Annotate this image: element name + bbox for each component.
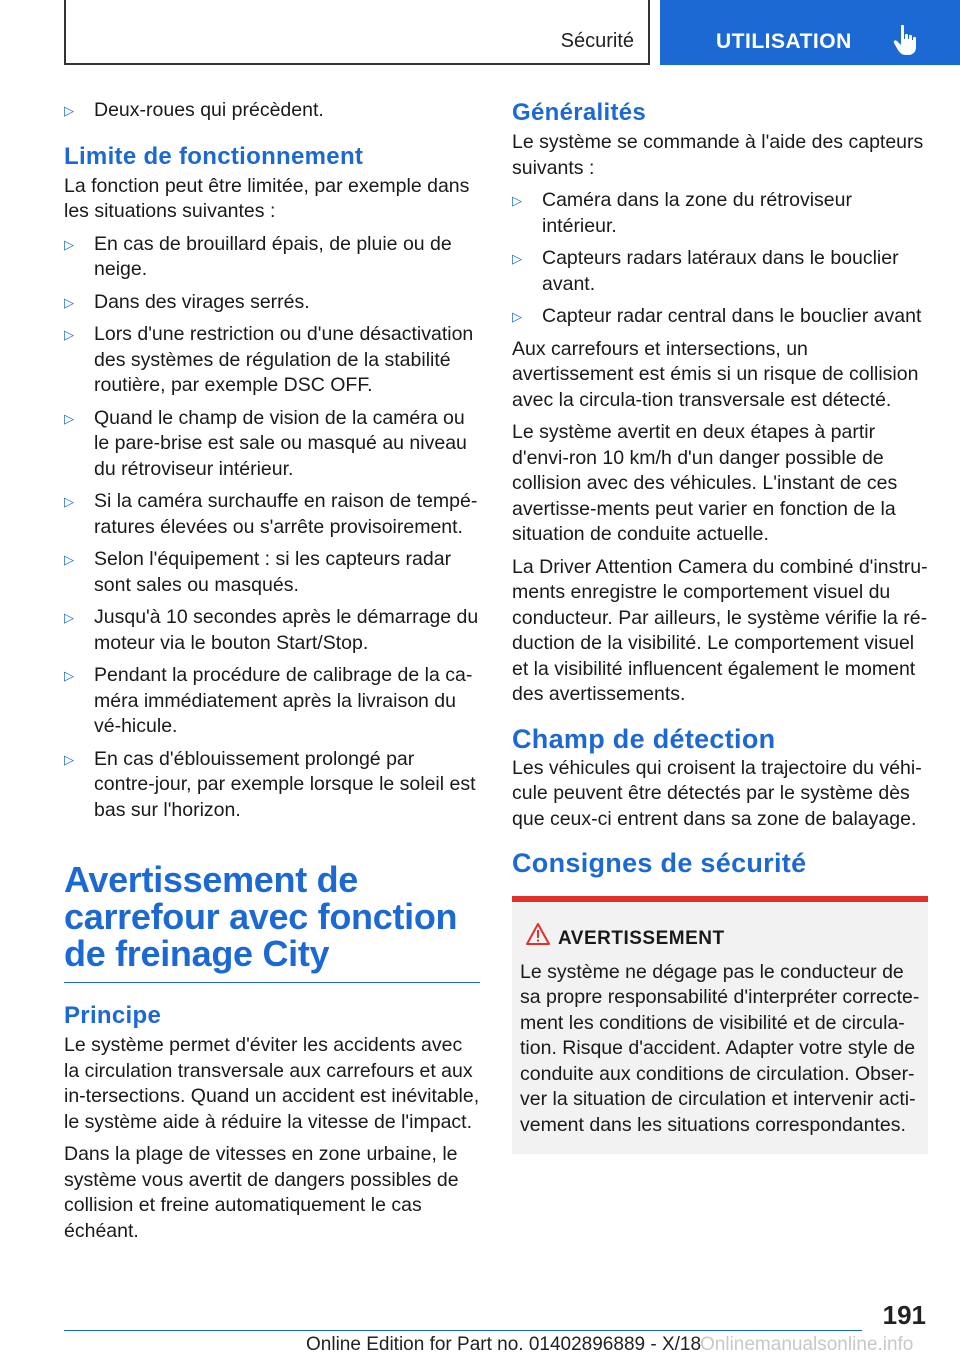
triangle-bullet-icon: ▷ <box>64 751 74 767</box>
hand-pointer-icon <box>892 24 922 56</box>
list-item: ▷ Caméra dans la zone du rétroviseur intérieur. <box>512 189 852 237</box>
warning-triangle-icon <box>526 923 550 945</box>
generalites-paragraph-2: Le système avertit en deux étapes à partir d'envi-ron 10 km/h d'un danger possible de collision avec des véhicules. L'instant de ces avertisse-ments peut varier en fonction de la situation de conduite actuelle. <box>512 421 898 545</box>
principe-heading: Principe <box>64 1002 162 1029</box>
left-column <box>64 98 480 1251</box>
generalites-heading: Généralités <box>512 99 647 126</box>
champ-paragraph: Les véhicules qui croisent la trajectoire du véhi-cule peuvent être détectés par le système dès que ceux-ci entrent dans sa zone de balayage. <box>512 756 922 830</box>
triangle-bullet-icon: ▷ <box>64 668 74 683</box>
list-item: ▷ En cas de brouillard épais, de pluie ou de neige. <box>64 232 452 280</box>
chapter-title: Avertissement de carrefour avec fonction de freinage City <box>64 861 480 983</box>
triangle-bullet-icon: ▷ <box>64 327 74 342</box>
consignes-heading: Consignes de sécurité <box>512 848 807 878</box>
list-item: ▷ Jusqu'à 10 secondes après le démarrage du moteur via le bouton Start/Stop. <box>64 606 479 654</box>
footer-divider <box>64 1330 862 1331</box>
footer-watermark: Onlinemanualsonline.info <box>700 1334 914 1355</box>
warning-title: AVERTISSEMENT <box>520 926 920 952</box>
list-item: ▷ Dans des virages serrés. <box>64 290 480 316</box>
list-item: ▷ Pendant la procédure de calibrage de la ca-méra immédiatement après la livraison du vé-hicule. <box>64 664 473 737</box>
header-tab[interactable] <box>660 0 960 65</box>
generalites-paragraph-3: La Driver Attention Camera du combiné d'instru-ments enregistre le comportement visuel du conducteur. Par ailleurs, le système vérifie la ré-duction de la visibilité. Le comportement visuel et la visibilité influencent également le moment des avertissements. <box>512 555 928 705</box>
champ-heading: Champ de détection <box>512 723 776 754</box>
right-column <box>512 98 928 1154</box>
limite-heading: Limite de fonctionnement <box>64 142 364 170</box>
header-tab-label: UTILISATION <box>716 30 852 53</box>
warning-text: Le système ne dégage pas le conducteur de sa propre responsabilité d'interpréter correcte-ment les conditions de visibilité et de circula-tion. Risque d'accident. Adapter votre style de conduite aux conditions de circulation. Obser-ver la situation de circulation et intervenir acti-vement dans les situations correspondantes. <box>520 960 920 1136</box>
sensors-list <box>512 188 928 330</box>
triangle-bullet-icon: ▷ <box>64 494 74 509</box>
triangle-bullet-icon: ▷ <box>64 103 74 118</box>
header-box <box>64 0 650 65</box>
list-top <box>64 98 480 124</box>
triangle-bullet-icon: ▷ <box>64 410 74 426</box>
list-item: ▷ Lors d'une restriction ou d'une désactivation des systèmes de régulation de la stabilité routière, par exemple DSC OFF. <box>64 323 474 396</box>
list-item: ▷ Quand le champ de vision de la caméra ou le pare-brise est sale ou masqué au niveau du rétroviseur intérieur. <box>64 406 467 480</box>
page-number: 191 <box>882 1300 926 1330</box>
warning-box <box>512 896 928 1154</box>
triangle-bullet-icon: ▷ <box>64 552 74 567</box>
principe-paragraph-1: Le système permet d'éviter les accidents avec la circulation transversale aux carrefours et aux in-tersections. Quand un accident est inévitable, le système aide à réduire la vitesse de l'impact. <box>64 1034 480 1133</box>
generalites-paragraph-1: Aux carrefours et intersections, un avertissement est émis si un risque de collision avec la circula-tion transversale est détecté. <box>512 337 919 411</box>
limite-intro: La fonction peut être limitée, par exemple dans les situations suivantes : <box>64 174 470 222</box>
limite-list <box>64 232 480 824</box>
triangle-bullet-icon: ▷ <box>512 309 522 324</box>
list-item: ▷ Deux-roues qui précèdent. <box>64 98 480 124</box>
principe-paragraph-2: Dans la plage de vitesses en zone urbaine, le système vous avertit de dangers possibles de collision et freine automatiquement le cas échéant. <box>64 1143 459 1242</box>
header-section-title: Sécurité <box>560 30 634 52</box>
triangle-bullet-icon: ▷ <box>64 610 74 625</box>
triangle-bullet-icon: ▷ <box>64 294 74 310</box>
triangle-bullet-icon: ▷ <box>512 193 522 208</box>
list-item: ▷ Capteurs radars latéraux dans le bouclier avant. <box>512 247 899 295</box>
list-item: ▷ Capteur radar central dans le bouclier avant <box>512 304 928 330</box>
footer-edition: Online Edition for Part no. 01402896889 - X/18 <box>306 1334 702 1355</box>
list-item: ▷ Si la caméra surchauffe en raison de tempé-ratures élevées ou s'arrête provisoirement. <box>64 490 478 538</box>
list-item: ▷ En cas d'éblouissement prolongé par contre-jour, par exemple lorsque le soleil est bas sur l'horizon. <box>64 747 476 821</box>
triangle-bullet-icon: ▷ <box>64 236 74 252</box>
generalites-intro: Le système se commande à l'aide des capteurs suivants : <box>512 131 924 179</box>
triangle-bullet-icon: ▷ <box>512 251 522 266</box>
list-item: ▷ Selon l'équipement : si les capteurs radar sont sales ou masqués. <box>64 548 452 596</box>
